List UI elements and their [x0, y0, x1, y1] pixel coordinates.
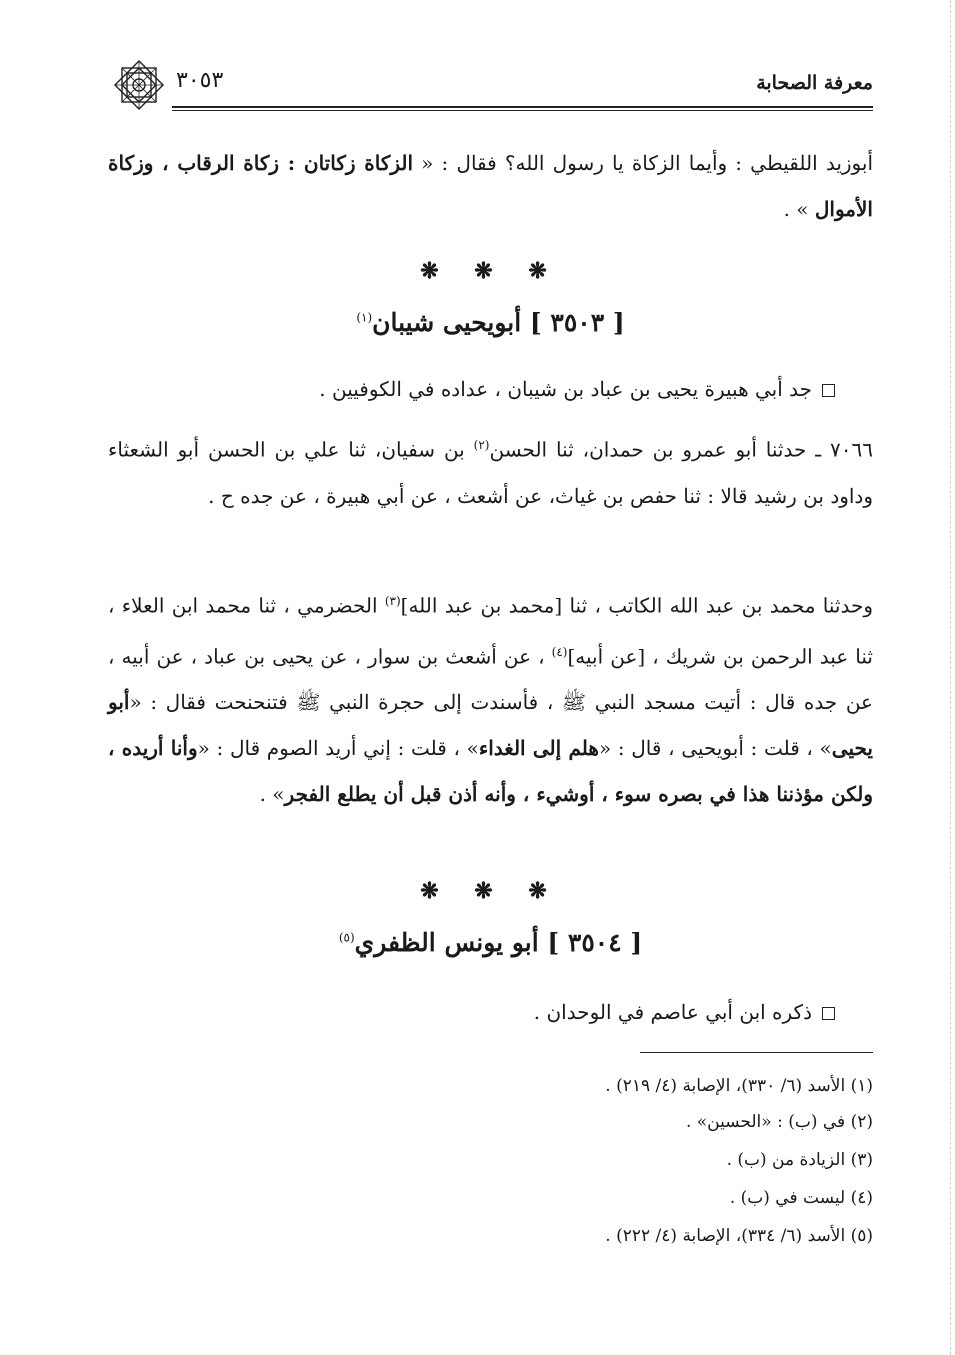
hadith-paragraph-7066: ٧٠٦٦ ـ حدثنا أبو عمرو بن حمدان، ثنا الحسن$^{(٢)}$ بن سفيان، ثنا علي بن الحسن أبو الشعثاء وداود بن رشيد قالا : ثنا حفص بن غياث، عن أشعث ، عن أبي هبيرة ، عن جده ح . — [108, 437, 873, 508]
continuation-bold-1: الزكاة زكاتان : زكاة الرقاب ، وزكاة — [108, 151, 414, 175]
entry-heading-3503: [ ٣٥٠٣ ] أبويحيى شيبان$^{(١)}$ — [356, 308, 625, 337]
footnote-2: (٢) في (ب) : «الحسين» . — [685, 1112, 873, 1132]
section-separator-2: ❋ ❋ ❋ — [420, 878, 561, 904]
footnote-ref-3: (٣) — [384, 594, 401, 608]
octagram-ornament-icon — [110, 56, 168, 114]
page-edge-line — [950, 0, 951, 1355]
square-bullet-icon — [822, 384, 835, 397]
continuation-paragraph: أبوزيد اللقيطي : وأيما الزكاة يا رسول الله؟ فقال : « الزكاة زكاتان : زكاة الرقاب ، وزكاة الأموال » . — [108, 151, 873, 221]
page-number: ٣٠٥٣ — [176, 68, 224, 93]
footnote-4: (٤) ليست في (ب) . — [729, 1188, 873, 1208]
footnote-1: (١) الأسد (٦/ ٣٣٠)، الإصابة (٤/ ٢١٩) . — [605, 1076, 873, 1096]
footnote-rule — [640, 1052, 873, 1053]
square-bullet-icon — [822, 1007, 835, 1020]
footnote-ref-1: (١) — [356, 310, 373, 325]
continuation-bold-2: الأموال — [814, 197, 873, 221]
section-separator: ❋ ❋ ❋ — [420, 258, 561, 284]
entry-intro-3504: ذكره ابن أبي عاصم في الوحدان . — [108, 1000, 835, 1024]
entry-heading-3504: [ ٣٥٠٤ ] أبو يونس الظفري$^{(٥)}$ — [338, 928, 643, 957]
footnote-5: (٥) الأسد (٦/ ٣٣٤)، الإصابة (٤/ ٢٢٢) . — [605, 1226, 873, 1246]
footnote-3: (٣) الزيادة من (ب) . — [726, 1150, 873, 1170]
footnote-ref-5: (٥) — [338, 930, 355, 945]
header-rule-thin — [172, 110, 873, 111]
hadith-paragraph-second-chain: وحدثنا محمد بن عبد الله الكاتب ، ثنا [محمد بن عبد الله]$^{(٣)}$ الحضرمي ، ثنا محمد ابن العلاء ، ثنا عبد الرحمن بن شريك ، [عن أبيه]$^{(٤)}$ ، عن أشعث بن سوار ، عن يحيى بن عباد ، عن أبيه ، عن جده قال : أتيت مسجد النبي ﷺ ، فأسندت إلى حجرة النبي ﷺ فتنحنحت فقال : «أبو يحيى» ، قلت : أبويحيى ، قال : «هلم إلى الغداء» ، قلت : إني أريد الصوم قال : «وأنا أريده ، ولكن مؤذننا هذا في بصره سوء ، أوشيء ، وأنه أذن قبل أن يطلع الفجر» . — [108, 593, 874, 807]
footnote-ref-2: (٢) — [473, 438, 490, 452]
header-rule — [172, 106, 873, 108]
footnote-ref-4: (٤) — [551, 644, 568, 659]
running-header — [110, 66, 873, 106]
book-title: معرفة الصحابة — [756, 72, 873, 94]
entry-intro-3503: جد أبي هبيرة يحيى بن عباد بن شيبان ، عداده في الكوفيين . — [108, 377, 835, 401]
